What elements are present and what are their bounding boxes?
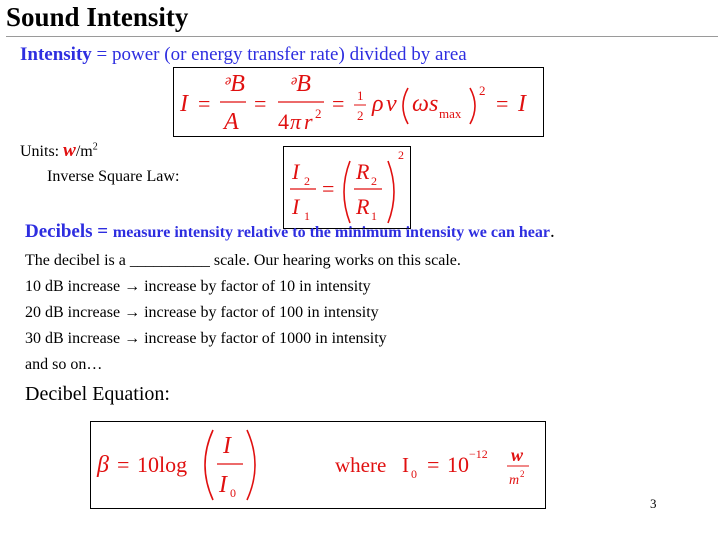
decibel-scale-line: The decibel is a __________ scale. Our hearing works on this scale. <box>25 252 461 269</box>
increase-10db-line: 10 dB increase → increase by factor of 10 in intensity <box>25 278 371 295</box>
decibels-period: . <box>550 221 555 242</box>
formula1-four: 4 <box>278 109 289 134</box>
formula1-I-left: I <box>180 91 188 117</box>
formula1-r: r <box>304 109 313 134</box>
units-line <box>20 140 98 162</box>
formula2-R-top: R <box>356 159 370 184</box>
formula3-paren-left <box>205 430 213 500</box>
page-number: 3 <box>650 496 657 511</box>
intensity-term: Intensity <box>20 44 92 65</box>
formula2-R-sub-top: 2 <box>371 174 377 188</box>
formula3-m-exp: 2 <box>520 469 525 479</box>
units-label: Units: <box>20 143 60 160</box>
formula2-exp: 2 <box>398 148 404 162</box>
formula3-I-ref-sub: 0 <box>411 467 417 481</box>
decibel-formula <box>91 422 545 508</box>
formula1-eq-3: = <box>332 91 345 116</box>
intensity-definition-text: power (or energy transfer rate) divided by area <box>112 44 467 65</box>
increase-30db-line: 30 dB increase → increase by factor of 1000 in intensity <box>25 330 387 347</box>
inverse-square-formula-box <box>283 146 411 229</box>
decibels-definition-text: measure intensity relative to the minimum intensity we can hear <box>112 224 551 241</box>
formula1-r-exp: 2 <box>315 106 322 121</box>
formula2-paren-right <box>388 161 394 223</box>
formula1-half-num: 1 <box>357 88 364 103</box>
formula2-sub-top: 2 <box>304 174 310 188</box>
formula2-eq: = <box>322 176 335 201</box>
formula1-pi: π <box>290 109 302 134</box>
formula3-paren-right <box>247 430 255 500</box>
formula1-rho: ρ <box>372 91 384 117</box>
formula1-P-2: ᵊB <box>290 71 311 97</box>
decibel-formula-box <box>90 421 546 509</box>
formula1-paren-left <box>403 88 408 124</box>
inverse-square-law-label: Inverse Square Law: <box>47 168 180 185</box>
slide-title: Sound Intensity <box>6 2 189 32</box>
formula1-half-den: 2 <box>357 108 364 123</box>
formula1-max: max <box>439 106 462 121</box>
formula2-sub-bottom: 1 <box>304 209 310 223</box>
formula2-paren-left <box>344 161 350 223</box>
title-divider <box>6 36 718 37</box>
formula1-paren-right <box>470 88 475 124</box>
increase-20db-line: 20 dB increase → increase by factor of 100 in intensity <box>25 304 379 321</box>
formula2-R-bottom: R <box>356 194 370 219</box>
formula2-I-top: I <box>292 159 300 184</box>
formula3-I-num: I <box>223 433 231 459</box>
formula2-I-bottom: I <box>292 194 300 219</box>
units-w: w <box>63 140 76 161</box>
units-exp: 2 <box>92 141 98 153</box>
intensity-definition <box>20 44 467 66</box>
formula1-P-1: ᵊB <box>224 71 245 97</box>
inverse-square-formula <box>284 147 410 228</box>
formula3-where: where <box>335 453 387 477</box>
formula1-s: s <box>429 91 439 117</box>
formula1-eq-4: = <box>496 91 509 116</box>
formula3-ten-log: 10log <box>137 452 188 477</box>
formula1-eq-2: = <box>254 91 267 116</box>
intensity-formula <box>174 68 543 136</box>
formula1-I-right: I <box>518 91 526 117</box>
decibels-term: Decibels = <box>25 221 109 242</box>
formula1-A: A <box>224 109 239 135</box>
formula3-I-ref: I <box>402 453 409 477</box>
formula3-ten: 10 <box>447 452 469 477</box>
formula3-beta: β <box>97 452 109 478</box>
formula1-exp: 2 <box>479 83 486 98</box>
decibel-equation-label: Decibel Equation: <box>25 383 170 405</box>
formula1-v: v <box>386 91 397 117</box>
formula3-m: m <box>509 473 520 488</box>
formula2-R-sub-bottom: 1 <box>371 209 377 223</box>
formula1-eq-1: = <box>198 91 211 116</box>
formula1-omega: ω <box>412 91 429 117</box>
formula3-I-den-sub: 0 <box>230 486 236 500</box>
formula3-I-den: I <box>219 472 227 498</box>
formula3-exp: −12 <box>469 447 488 461</box>
formula3-w: w <box>511 445 524 465</box>
and-so-on-line: and so on… <box>25 356 103 373</box>
formula3-eq-2: = <box>427 452 440 477</box>
decibels-definition <box>25 221 555 243</box>
units-per: /m <box>75 143 93 160</box>
intensity-equals: = <box>96 44 108 65</box>
intensity-formula-box <box>173 67 544 137</box>
formula3-eq-1: = <box>117 452 130 477</box>
